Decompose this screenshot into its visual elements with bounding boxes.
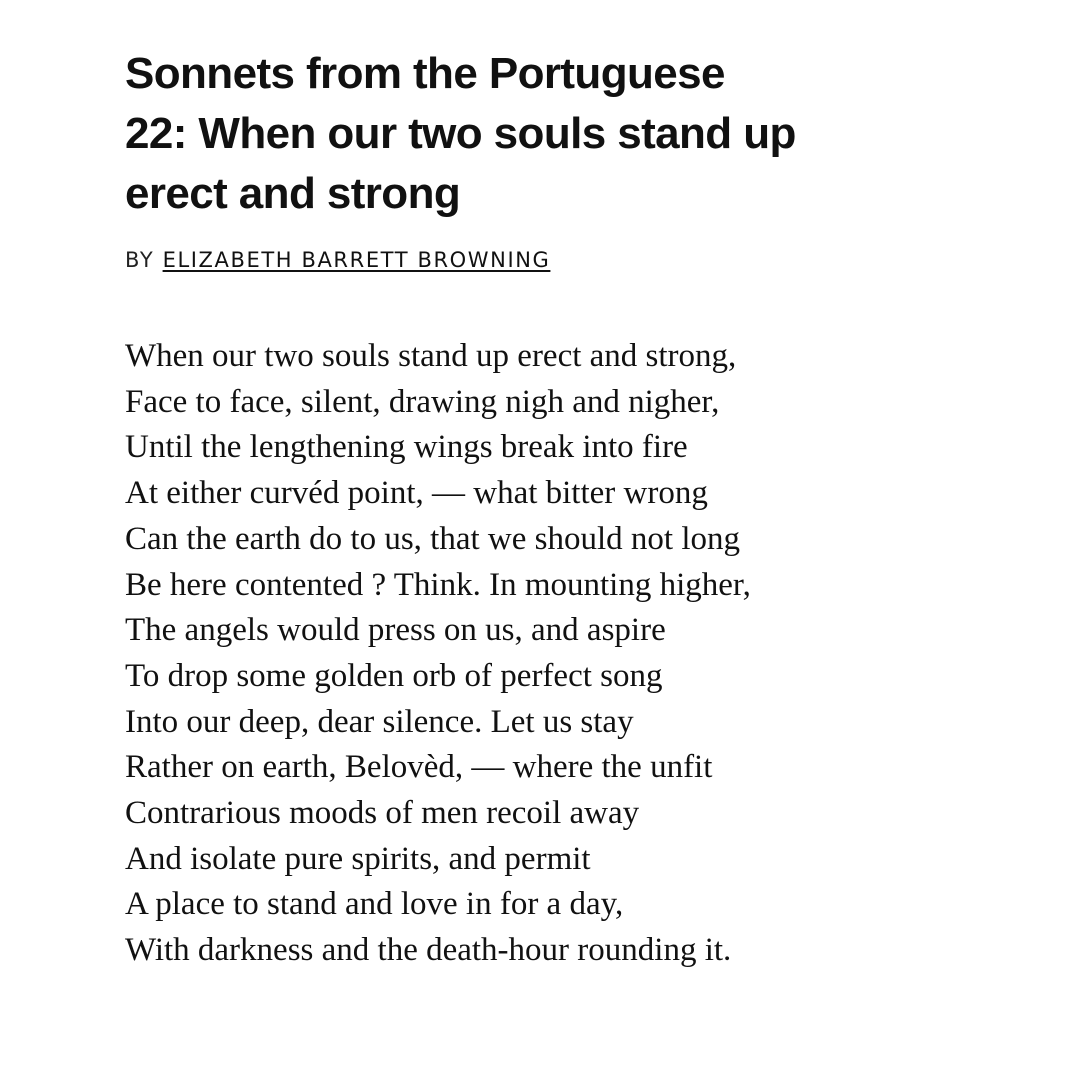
poem-line: To drop some golden orb of perfect song bbox=[125, 657, 663, 694]
poem-line: Face to face, silent, drawing nigh and nigher, bbox=[125, 383, 720, 420]
poem-title-line: erect and strong bbox=[125, 169, 461, 218]
poem-line: With darkness and the death-hour rounding it. bbox=[125, 932, 732, 969]
poem-line: Until the lengthening wings break into fire bbox=[125, 429, 688, 466]
poem-line: The angels would press on us, and aspire bbox=[125, 612, 666, 649]
poem-line: Be here contented ? Think. In mounting higher, bbox=[125, 566, 751, 603]
poem-article bbox=[125, 44, 985, 974]
poem-line: Can the earth do to us, that we should not long bbox=[125, 520, 740, 557]
byline-prefix: BY bbox=[125, 248, 155, 272]
poem-line: And isolate pure spirits, and permit bbox=[125, 840, 591, 877]
poem-line: Rather on earth, Belovèd, — where the unfit bbox=[125, 749, 713, 786]
poem-title-line: Sonnets from the Portuguese bbox=[125, 49, 725, 98]
byline bbox=[125, 248, 985, 272]
poem-title-line: 22: When our two souls stand up bbox=[125, 109, 796, 158]
poem-line: At either curvéd point, — what bitter wrong bbox=[125, 475, 708, 512]
poem-line: A place to stand and love in for a day, bbox=[125, 886, 624, 923]
poem-line: Contrarious moods of men recoil away bbox=[125, 795, 640, 832]
poem-line: Into our deep, dear silence. Let us stay bbox=[125, 703, 634, 740]
poem-body bbox=[125, 334, 985, 974]
poem-title bbox=[125, 44, 985, 224]
poem-line: When our two souls stand up erect and strong, bbox=[125, 338, 737, 374]
author-link[interactable]: ELIZABETH BARRETT BROWNING bbox=[162, 248, 551, 272]
